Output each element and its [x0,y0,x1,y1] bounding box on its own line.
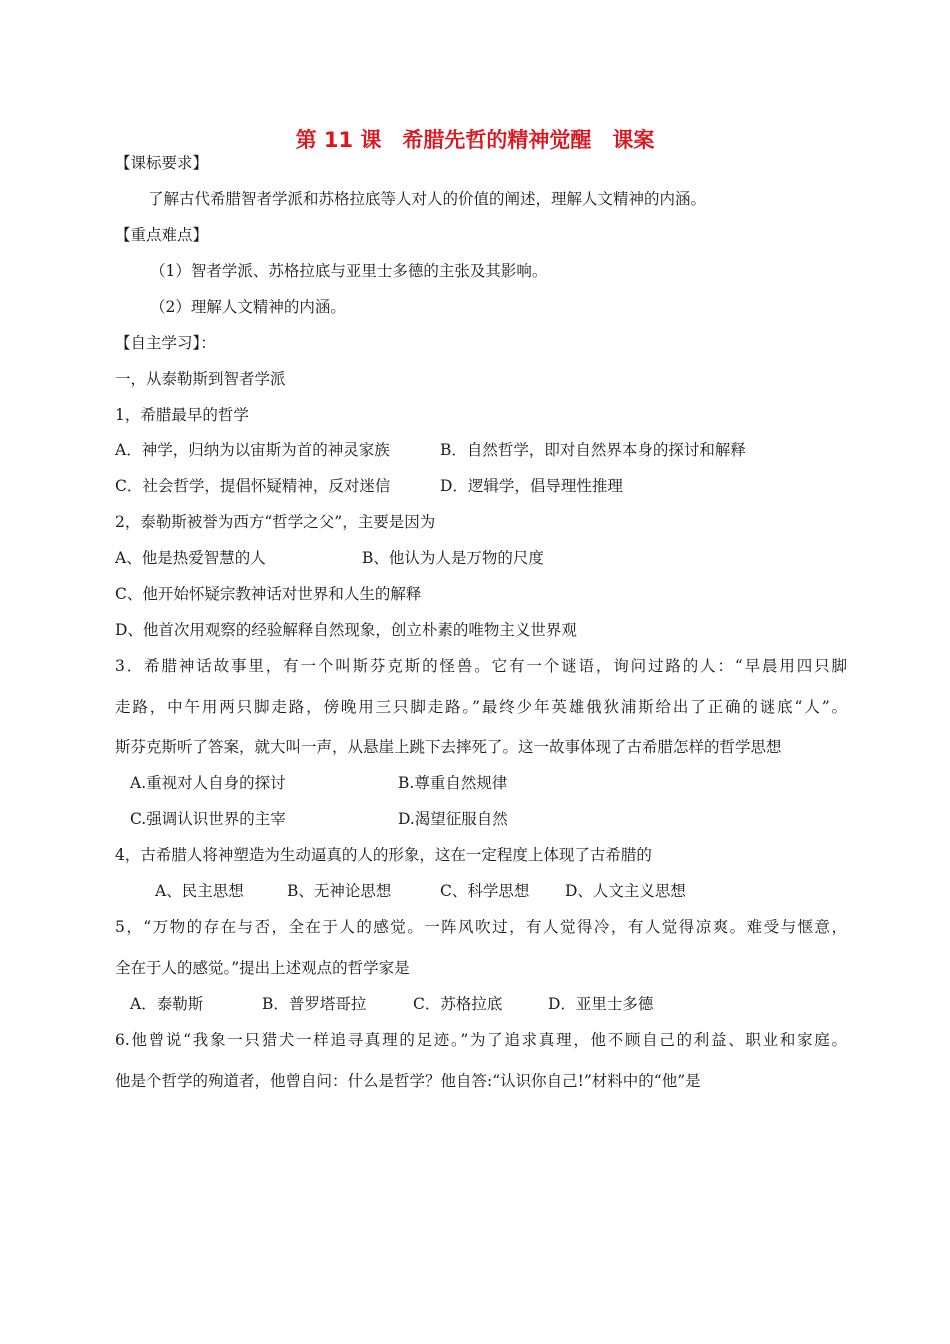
q3-text-line: 走路，中午用两只脚走路，傍晚用三只脚走路。”最终少年英雄俄狄浦斯给出了正确的谜底“人”。 [115,698,847,716]
q3-option-a: A.重视对人自身的探讨 [130,774,286,792]
q5-option-d: D．亚里士多德 [548,995,654,1013]
requirements-heading: 【课标要求】 [115,154,209,172]
q3-text-line: 斯芬克斯听了答案，就大叫一声，从悬崖上跳下去摔死了。这一故事体现了古希腊怎样的哲学思想 [115,738,782,756]
q1-option-a: A．神学，归纳为以宙斯为首的神灵家族 [115,441,390,459]
q3-text-line: 3．希腊神话故事里，有一个叫斯芬克斯的怪兽。它有一个谜语，询问过路的人：“早晨用四只脚 [115,657,847,675]
q2-option-c: C、他开始怀疑宗教神话对世界和人生的解释 [115,585,422,603]
lesson-title: 第 11 课 希腊先哲的精神觉醒 课案 [295,128,655,152]
q4-option-c: C、科学思想 [440,882,530,900]
q5-option-c: C．苏格拉底 [413,995,503,1013]
q5-option-a: A．泰勒斯 [130,995,204,1013]
q2-stem: 2，泰勒斯被誉为西方“哲学之父”，主要是因为 [115,513,436,531]
q4-option-a: A、民主思想 [155,882,244,900]
self-study-heading: 【自主学习】： [115,334,216,352]
q3-option-c: C.强调认识世界的主宰 [130,810,286,828]
q4-option-b: B、无神论思想 [287,882,392,900]
requirements-text: 了解古代希腊智者学派和苏格拉底等人对人的价值的阐述，理解人文精神的内涵。 [148,190,707,208]
q1-option-d: D．逻辑学，倡导理性推理 [440,477,623,495]
q1-stem: 1，希腊最早的哲学 [115,406,249,424]
q6-text-line: 6.他曾说“我象一只猎犬一样追寻真理的足迹。”为了追求真理，他不顾自己的利益、职业和家庭。 [115,1031,847,1049]
q3-option-d: D.渴望征服自然 [398,810,508,828]
q1-option-b: B．自然哲学，即对自然界本身的探讨和解释 [440,441,746,459]
q4-stem: 4，古希腊人将神塑造为生动逼真的人的形象，这在一定程度上体现了古希腊的 [115,846,652,864]
q5-text-line: 全在于人的感觉。”提出上述观点的哲学家是 [115,959,410,977]
q5-text-line: 5，“万物的存在与否，全在于人的感觉。一阵风吹过，有人觉得冷，有人觉得凉爽。难受与惬意， [115,918,847,936]
q2-option-b: B、他认为人是万物的尺度 [362,549,544,567]
keypoint-item: （2）理解人文精神的内涵。 [150,298,346,316]
q4-option-d: D、人文主义思想 [565,882,686,900]
q2-option-d: D、他首次用观察的经验解释自然现象，创立朴素的唯物主义世界观 [115,621,577,639]
keypoint-item: （1）智者学派、苏格拉底与亚里士多德的主张及其影响。 [150,262,548,280]
part1-title: 一，从泰勒斯到智者学派 [115,370,286,388]
q2-option-a: A、他是热爱智慧的人 [115,549,266,567]
q3-option-b: B.尊重自然规律 [398,774,508,792]
keypoints-heading: 【重点难点】 [115,226,209,244]
q1-option-c: C．社会哲学，提倡怀疑精神，反对迷信 [115,477,391,495]
q5-option-b: B．普罗塔哥拉 [262,995,367,1013]
q6-text-line: 他是个哲学的殉道者，他曾自问：什么是哲学？他自答:“认识你自己!”材料中的“他”是 [115,1072,701,1090]
